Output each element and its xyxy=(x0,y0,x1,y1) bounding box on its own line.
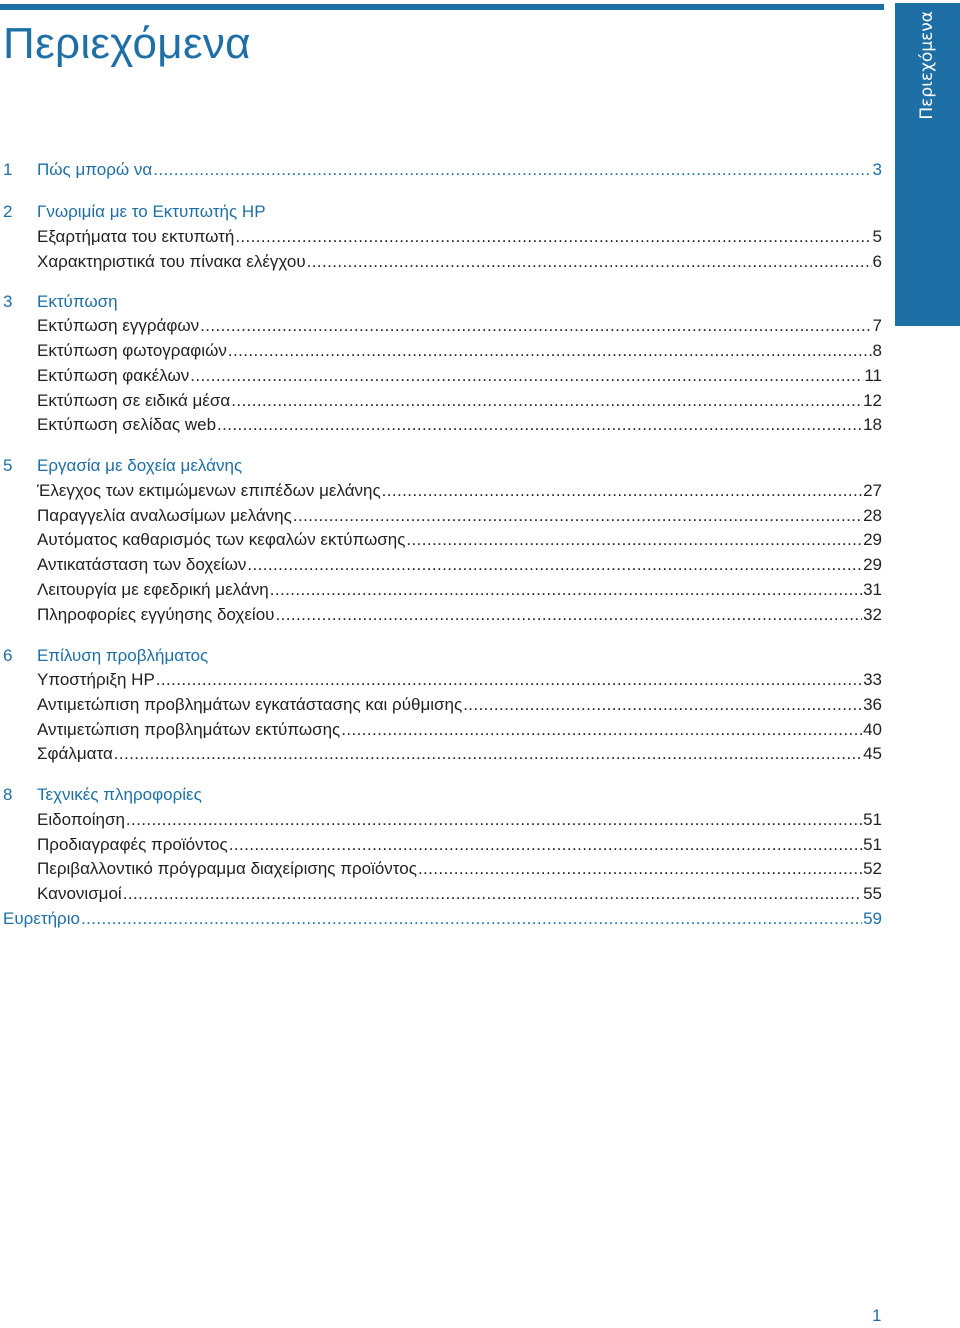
page-ref: 6 xyxy=(872,252,882,271)
side-tab-label: Περιεχόμενα xyxy=(917,11,937,120)
page-ref: 52 xyxy=(863,859,882,878)
chapter-title: Γνωριμία με το Εκτυπωτής HP xyxy=(37,202,266,221)
toc-entry[interactable] xyxy=(37,250,882,274)
toc-entry[interactable] xyxy=(37,693,882,717)
page-number: 1 xyxy=(872,1306,882,1325)
page-ref: 7 xyxy=(872,316,882,335)
entry-title: Εξαρτήματα του εκτυπωτή xyxy=(37,227,235,246)
toc-entry[interactable] xyxy=(37,413,882,437)
entry-title: Αυτόματος καθαρισμός των κεφαλών εκτύπωσης xyxy=(37,530,406,549)
page-ref: 3 xyxy=(872,160,882,179)
dot-leader xyxy=(275,603,862,627)
toc-chapter-8[interactable] xyxy=(3,783,882,807)
dot-leader xyxy=(406,528,862,552)
dot-leader xyxy=(247,553,862,577)
dot-leader xyxy=(126,808,862,832)
entry-title: Περιβαλλοντικό πρόγραμμα διαχείρισης προϊόντος xyxy=(37,859,417,878)
toc-entry[interactable] xyxy=(37,504,882,528)
chapter-number: 5 xyxy=(3,456,13,475)
toc-entry[interactable] xyxy=(37,553,882,577)
dot-leader xyxy=(123,882,862,906)
entry-title: Εκτύπωση φωτογραφιών xyxy=(37,341,227,360)
chapter-number: 8 xyxy=(3,785,13,804)
toc-chapter-1[interactable] xyxy=(3,158,882,182)
page-ref: 29 xyxy=(863,555,882,574)
toc-entry[interactable] xyxy=(37,718,882,742)
entry-title: Εκτύπωση σε ειδικά μέσα xyxy=(37,391,231,410)
page-ref: 59 xyxy=(863,909,882,928)
dot-leader xyxy=(307,250,872,274)
toc-chapter-5[interactable] xyxy=(3,454,882,478)
toc-entry[interactable] xyxy=(37,339,882,363)
dot-leader xyxy=(235,225,871,249)
entry-title: Αντικατάσταση των δοχείων xyxy=(37,555,247,574)
toc-chapter-2[interactable] xyxy=(3,200,882,224)
entry-title: Κανονισμοί xyxy=(37,884,122,903)
entry-title: Αντιμετώπιση προβλημάτων εκτύπωσης xyxy=(37,720,341,739)
side-tab xyxy=(895,3,960,326)
page-ref: 40 xyxy=(863,720,882,739)
entry-title: Εκτύπωση εγγράφων xyxy=(37,316,200,335)
page-ref: 33 xyxy=(863,670,882,689)
toc-entry[interactable] xyxy=(37,882,882,906)
toc-entry[interactable] xyxy=(37,314,882,338)
dot-leader xyxy=(270,578,862,602)
chapter-number: 3 xyxy=(3,292,13,311)
entry-title: Παραγγελία αναλωσίμων μελάνης xyxy=(37,506,292,525)
page-ref: 8 xyxy=(872,341,882,360)
page-ref: 18 xyxy=(863,415,882,434)
page-title: Περιεχόμενα xyxy=(3,19,251,68)
page-ref: 28 xyxy=(863,506,882,525)
dot-leader xyxy=(81,907,862,931)
toc-entry[interactable] xyxy=(37,857,882,881)
chapter-title: Εργασία με δοχεία μελάνης xyxy=(37,456,243,475)
page-ref: 29 xyxy=(863,530,882,549)
page-ref: 55 xyxy=(863,884,882,903)
entry-title: Χαρακτηριστικά του πίνακα ελέγχου xyxy=(37,252,306,271)
toc-entry[interactable] xyxy=(37,668,882,692)
entry-title: Εκτύπωση σελίδας web xyxy=(37,415,217,434)
page-ref: 12 xyxy=(863,391,882,410)
page-ref: 27 xyxy=(863,481,882,500)
page-ref: 51 xyxy=(863,810,882,829)
page-ref: 32 xyxy=(863,605,882,624)
entry-title: Λειτουργία με εφεδρική μελάνη xyxy=(37,580,269,599)
toc-entry[interactable] xyxy=(37,578,882,602)
dot-leader xyxy=(229,833,862,857)
toc-entry[interactable] xyxy=(37,603,882,627)
toc-entry[interactable] xyxy=(37,479,882,503)
toc-chapter-6[interactable] xyxy=(3,644,882,668)
dot-leader xyxy=(217,413,862,437)
toc-index[interactable] xyxy=(3,907,882,931)
chapter-title: Εκτύπωση xyxy=(37,292,118,311)
entry-title: Αντιμετώπιση προβλημάτων εγκατάστασης και ρύθμισης xyxy=(37,695,463,714)
entry-title: Πληροφορίες εγγύησης δοχείου xyxy=(37,605,275,624)
page-ref: 31 xyxy=(863,580,882,599)
dot-leader xyxy=(418,857,862,881)
dot-leader xyxy=(156,668,862,692)
index-title: Ευρετήριο xyxy=(3,909,80,928)
toc-entry[interactable] xyxy=(37,528,882,552)
entry-title: Ειδοποίηση xyxy=(37,810,125,829)
page-ref: 5 xyxy=(872,227,882,246)
chapter-title: Επίλυση προβλήματος xyxy=(37,646,209,665)
entry-title: Εκτύπωση φακέλων xyxy=(37,366,190,385)
dot-leader xyxy=(382,479,862,503)
dot-leader xyxy=(200,314,871,338)
page-ref: 36 xyxy=(863,695,882,714)
dot-leader xyxy=(228,339,872,363)
toc-entry[interactable] xyxy=(37,389,882,413)
dot-leader xyxy=(341,718,862,742)
dot-leader xyxy=(153,158,871,182)
chapter-number: 6 xyxy=(3,646,13,665)
page-ref: 51 xyxy=(863,835,882,854)
toc-entry[interactable] xyxy=(37,225,882,249)
page-ref: 45 xyxy=(863,744,882,763)
entry-title: Σφάλματα xyxy=(37,744,113,763)
toc-chapter-3[interactable] xyxy=(3,290,882,314)
page-ref: 11 xyxy=(864,366,882,385)
chapter-title: Τεχνικές πληροφορίες xyxy=(37,785,202,804)
toc-entry[interactable] xyxy=(37,742,882,766)
dot-leader xyxy=(231,389,862,413)
toc-entry[interactable] xyxy=(37,808,882,832)
entry-title: Έλεγχος των εκτιμώμενων επιπέδων μελάνης xyxy=(37,481,381,500)
toc-entry[interactable] xyxy=(37,833,882,857)
chapter-number: 2 xyxy=(3,202,13,221)
chapter-title: Πώς μπορώ να xyxy=(37,160,153,179)
chapter-number: 1 xyxy=(3,160,13,179)
dot-leader xyxy=(114,742,862,766)
toc-entry[interactable] xyxy=(37,364,882,388)
entry-title: Υποστήριξη HP xyxy=(37,670,155,689)
entry-title: Προδιαγραφές προϊόντος xyxy=(37,835,228,854)
dot-leader xyxy=(190,364,863,388)
dot-leader xyxy=(293,504,862,528)
dot-leader xyxy=(463,693,862,717)
